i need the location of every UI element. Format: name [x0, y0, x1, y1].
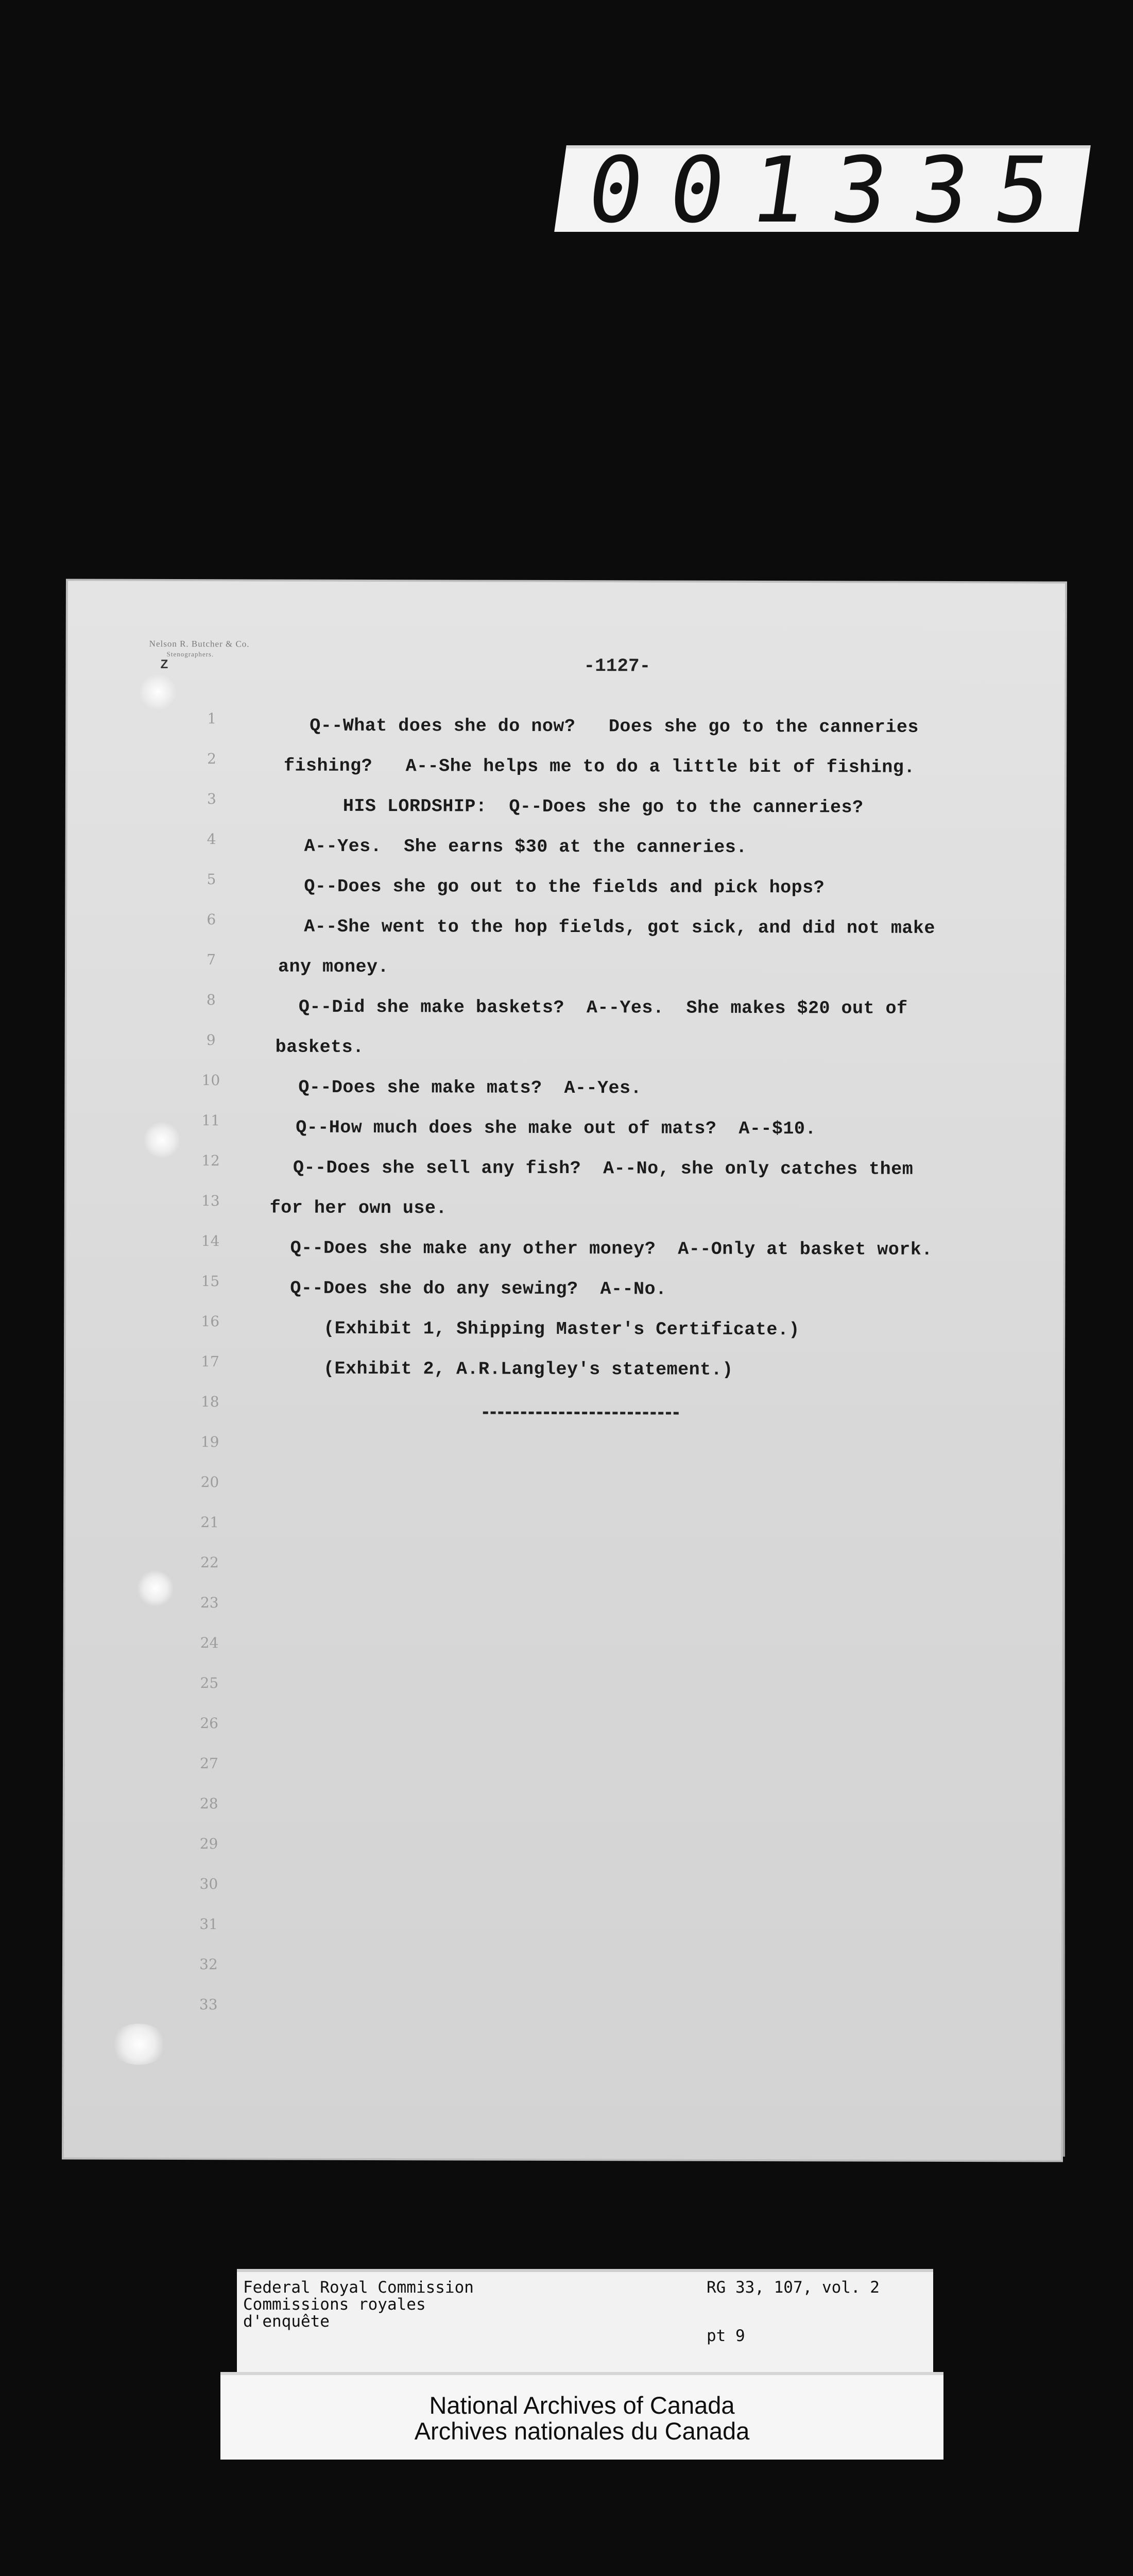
line-number: 28	[199, 1795, 218, 1812]
line-number: 7	[207, 951, 216, 969]
transcript-line: fishing? A--She helps me to do a little bit of fishing.	[284, 755, 915, 778]
line-number: 18	[200, 1393, 219, 1411]
line-number: 21	[200, 1514, 219, 1531]
line-number: 27	[200, 1755, 218, 1772]
line-number: 26	[200, 1715, 219, 1732]
transcript-line: Q--Did she make baskets? A--Yes. She makes $20 out of	[298, 996, 908, 1019]
archives-name-fr: Archives nationales du Canada	[414, 2417, 750, 2445]
commission-name	[243, 2279, 474, 2330]
transcript-line: A--She went to the hop fields, got sick, and did not make	[304, 916, 936, 939]
letterhead-firm: Nelson R. Butcher & Co.	[149, 638, 250, 649]
record-group-reference: RG 33, 107, vol. 2	[707, 2278, 880, 2297]
transcript-line: Q--Does she sell any fish? A--No, she only catches them	[293, 1157, 914, 1180]
closing-rule	[483, 1412, 679, 1415]
line-number: 11	[201, 1112, 220, 1129]
line-number: 20	[200, 1473, 219, 1491]
line-number: 6	[207, 911, 216, 928]
transcript-line: Q--Does she make mats? A--Yes.	[298, 1077, 642, 1099]
line-number: 24	[200, 1634, 219, 1652]
transcript-line: HIS LORDSHIP: Q--Does she go to the canneries?	[342, 795, 864, 818]
line-number: 13	[201, 1192, 220, 1210]
staple-hole-mark	[138, 1570, 174, 1606]
page-number: -1127-	[583, 655, 651, 677]
staple-hole-mark	[110, 2024, 167, 2065]
line-number: 9	[206, 1031, 216, 1049]
transcript-line: Q--Does she go out to the fields and pick hops?	[304, 876, 825, 899]
line-number: 3	[207, 790, 216, 808]
line-number: 10	[201, 1072, 220, 1089]
line-number: 5	[207, 871, 216, 888]
staple-hole-mark	[140, 674, 176, 710]
line-number: 31	[199, 1916, 218, 1933]
exhibit-line: (Exhibit 2, A.R.Langley's statement.)	[323, 1358, 733, 1380]
transcript-line: Q--What does she do now? Does she go to the canneries	[310, 715, 919, 738]
line-number: 15	[201, 1273, 220, 1290]
line-number: 14	[201, 1232, 220, 1250]
staple-hole-mark	[144, 1122, 180, 1158]
line-number: 4	[207, 831, 216, 848]
transcript-line: any money.	[278, 956, 389, 978]
archives-name-en: National Archives of Canada	[429, 2392, 735, 2419]
line-number: 17	[201, 1353, 219, 1370]
commission-name-fr-2: d'enquête	[243, 2312, 330, 2331]
commission-name-fr: Commissions royales	[243, 2295, 426, 2314]
line-number: 16	[201, 1313, 220, 1330]
transcript-line: Q--How much does she make out of mats? A--$10.	[296, 1117, 816, 1140]
transcript-line: for her own use.	[269, 1197, 447, 1219]
line-number: 29	[199, 1835, 218, 1853]
transcript-line: baskets.	[275, 1037, 364, 1058]
line-number: 30	[199, 1875, 218, 1893]
frame-number: 001335	[554, 145, 1091, 232]
line-number: 12	[201, 1152, 220, 1170]
transcript-line: Q--Does she make any other money? A--Only at basket work.	[290, 1238, 933, 1260]
letterhead	[149, 639, 250, 670]
line-number: 23	[200, 1594, 219, 1612]
archives-label	[220, 2372, 943, 2460]
part-number: pt 9	[707, 2327, 745, 2345]
line-number: 2	[207, 750, 217, 768]
letterhead-subtitle: Stenographers.	[166, 650, 214, 658]
transcript-line: A--Yes. She earns $30 at the canneries.	[304, 836, 747, 858]
commission-name-en: Federal Royal Commission	[243, 2278, 474, 2297]
document-page	[64, 581, 1065, 2160]
line-number: 19	[200, 1433, 219, 1451]
line-number: 22	[200, 1554, 219, 1571]
line-number: 1	[207, 710, 217, 727]
transcript-line: Q--Does she do any sewing? A--No.	[290, 1278, 667, 1300]
line-number: 8	[206, 991, 216, 1009]
line-number: 25	[200, 1674, 219, 1692]
collection-label	[237, 2269, 933, 2377]
exhibit-line: (Exhibit 1, Shipping Master's Certificate.)	[323, 1318, 800, 1341]
letterhead-mark: Z	[160, 657, 169, 671]
line-number: 32	[199, 1956, 218, 1973]
line-number: 33	[199, 1996, 218, 2013]
